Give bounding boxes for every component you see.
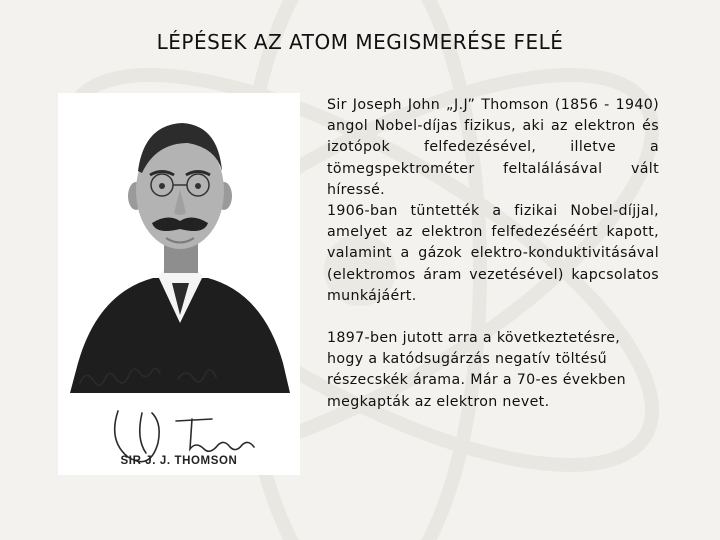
portrait-illustration [58,93,300,475]
portrait-caption: SIR J. J. THOMSON [120,455,238,467]
body-text [327,95,659,413]
paragraph-1: Sir Joseph John „J.J” Thomson (1856 - 1940) angol Nobel-díjas fizikus, aki az elektron és izotópok felfedezésével, illetve a tömegspektrométer feltalálásával vált híressé. [327,97,659,198]
slide-title: LÉPÉSEK AZ ATOM MEGISMERÉSE FELÉ [156,30,564,54]
paragraph-2: 1906-ban tüntették a fizikai Nobel-díjjal, amelyet az elektron felfedezéséért kapott, valamint a gázok elektro-konduktivitásával (elektromos áram vezetésével) kapcsolatos munkájáért. [327,203,659,304]
paragraph-3: 1897-ben jutott arra a következtetésre, hogy a katódsugárzás negatív töltésű részecskék árama. Már a 70-es években megkapták az elektron nevet. [327,330,626,410]
thomson-portrait [58,93,300,475]
